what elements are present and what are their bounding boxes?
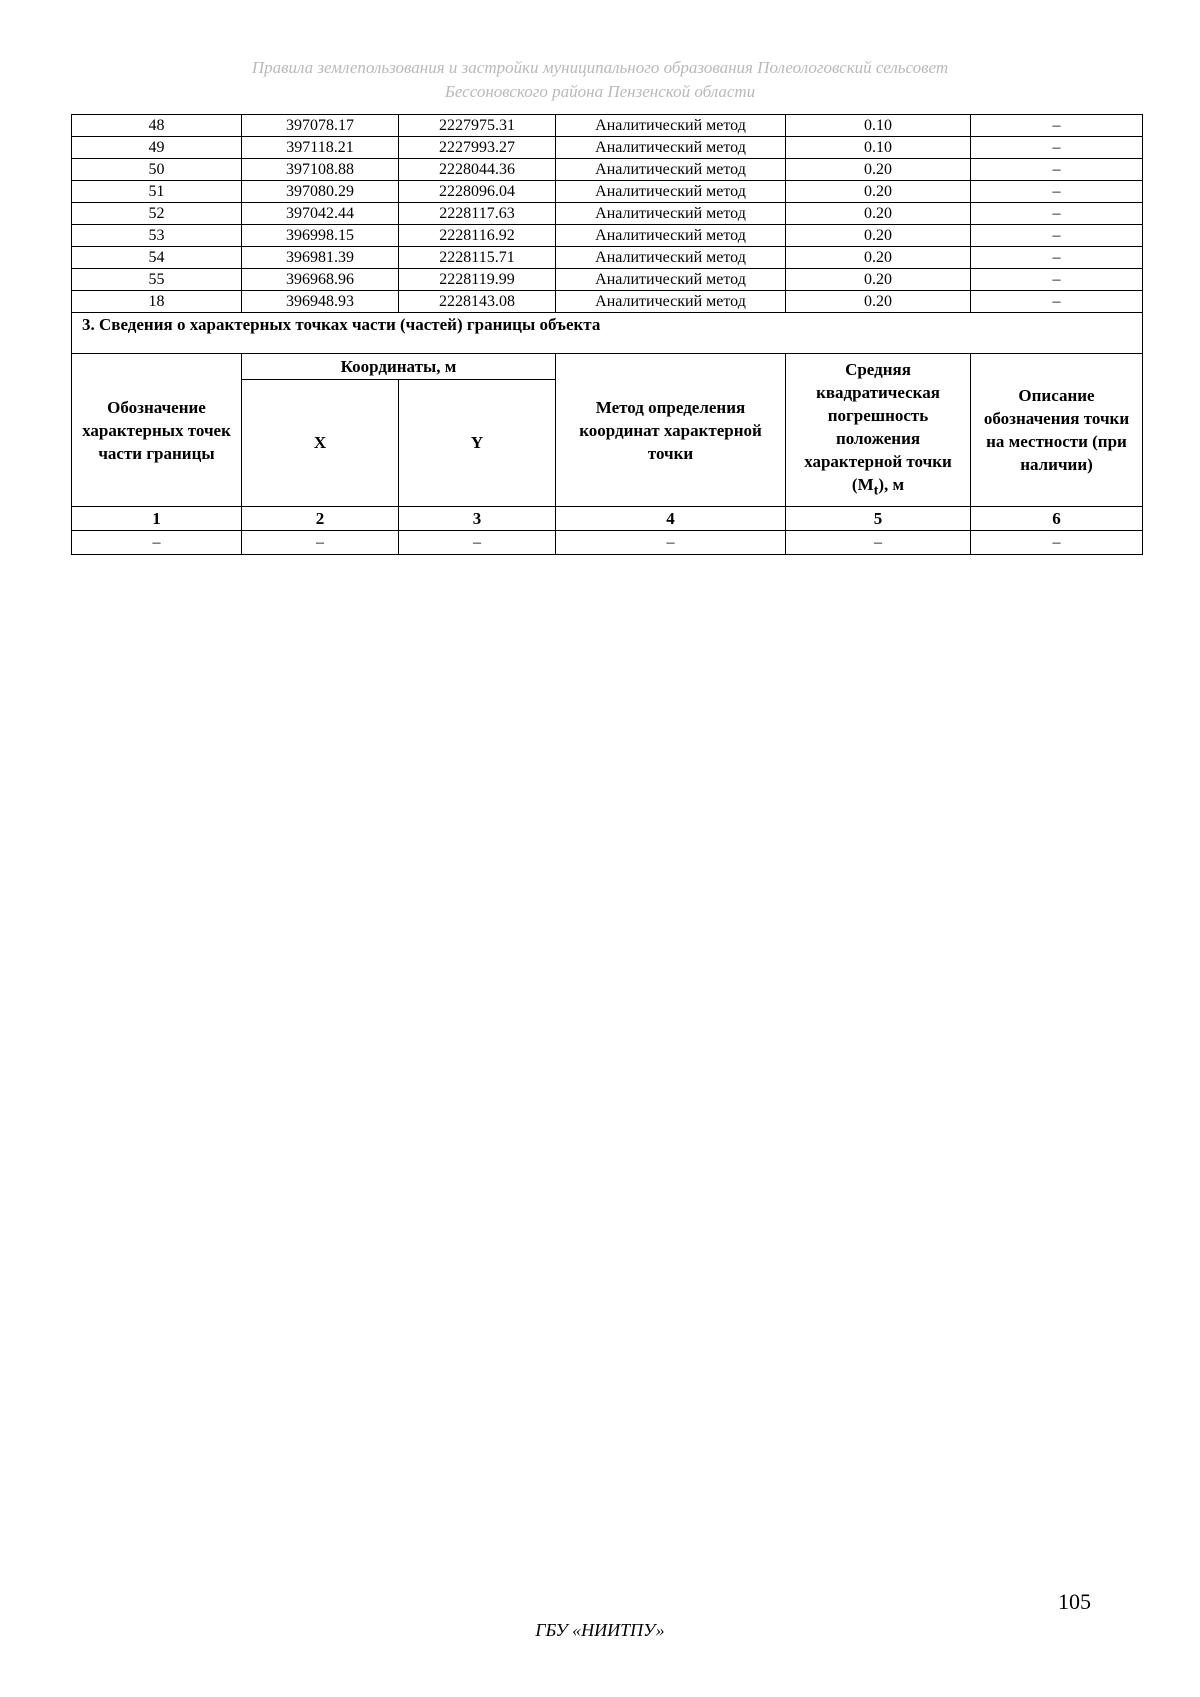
cell-mean-square-error: 0.10 bbox=[786, 137, 971, 159]
header-y: Y bbox=[399, 379, 556, 507]
cell-mean-square-error: 0.20 bbox=[786, 159, 971, 181]
column-number: 2 bbox=[242, 507, 399, 531]
column-number: 3 bbox=[399, 507, 556, 531]
cell-method: Аналитический метод bbox=[556, 181, 786, 203]
table-row bbox=[72, 115, 1143, 137]
cell-description: – bbox=[971, 181, 1143, 203]
table-row bbox=[72, 247, 1143, 269]
column-number: 1 bbox=[72, 507, 242, 531]
cell-mean-square-error: 0.20 bbox=[786, 181, 971, 203]
boundary-points-table bbox=[71, 114, 1143, 555]
cell-method: Аналитический метод bbox=[556, 269, 786, 291]
empty-cell: – bbox=[72, 531, 242, 555]
cell-description: – bbox=[971, 137, 1143, 159]
header-coordinates: Координаты, м bbox=[242, 354, 556, 380]
header-description: Описание обозначения точки на местности (при наличии) bbox=[971, 354, 1143, 507]
table-row bbox=[72, 159, 1143, 181]
cell-mean-square-error: 0.20 bbox=[786, 225, 971, 247]
table-row bbox=[72, 269, 1143, 291]
empty-cell: – bbox=[786, 531, 971, 555]
cell-y-coordinate: 2228044.36 bbox=[399, 159, 556, 181]
cell-y-coordinate: 2228143.08 bbox=[399, 291, 556, 313]
cell-x-coordinate: 397042.44 bbox=[242, 203, 399, 225]
cell-point-number: 49 bbox=[72, 137, 242, 159]
header-method: Метод определения координат характерной точки bbox=[556, 354, 786, 507]
cell-mean-square-error: 0.10 bbox=[786, 115, 971, 137]
document-footer: ГБУ «НИИТПУ» bbox=[535, 1620, 665, 1640]
table-row bbox=[72, 181, 1143, 203]
header-line-1: Правила землепользования и застройки муниципального образования Полеологовский сельсовет bbox=[251, 58, 949, 77]
cell-x-coordinate: 397108.88 bbox=[242, 159, 399, 181]
cell-x-coordinate: 397080.29 bbox=[242, 181, 399, 203]
cell-x-coordinate: 396948.93 bbox=[242, 291, 399, 313]
table-row bbox=[72, 225, 1143, 247]
cell-point-number: 50 bbox=[72, 159, 242, 181]
cell-description: – bbox=[971, 247, 1143, 269]
cell-point-number: 48 bbox=[72, 115, 242, 137]
cell-y-coordinate: 2228116.92 bbox=[399, 225, 556, 247]
cell-description: – bbox=[971, 159, 1143, 181]
empty-cell: – bbox=[242, 531, 399, 555]
cell-point-number: 54 bbox=[72, 247, 242, 269]
document-header bbox=[0, 56, 1200, 104]
header-x: X bbox=[242, 379, 399, 507]
cell-point-number: 51 bbox=[72, 181, 242, 203]
cell-point-number: 53 bbox=[72, 225, 242, 247]
cell-mean-square-error: 0.20 bbox=[786, 269, 971, 291]
cell-mean-square-error: 0.20 bbox=[786, 247, 971, 269]
header-error-tail: ), м bbox=[878, 475, 905, 494]
header-row-1 bbox=[72, 354, 1143, 380]
column-number: 4 bbox=[556, 507, 786, 531]
page-number: 105 bbox=[1058, 1589, 1091, 1614]
column-number: 5 bbox=[786, 507, 971, 531]
cell-x-coordinate: 397078.17 bbox=[242, 115, 399, 137]
table-row bbox=[72, 137, 1143, 159]
header-error-sub: t bbox=[873, 482, 879, 499]
cell-method: Аналитический метод bbox=[556, 203, 786, 225]
cell-description: – bbox=[971, 115, 1143, 137]
table-row bbox=[72, 291, 1143, 313]
cell-y-coordinate: 2227993.27 bbox=[399, 137, 556, 159]
cell-method: Аналитический метод bbox=[556, 291, 786, 313]
header-error-main: Средняя квадратическая погрешность положения характерной точки (M bbox=[804, 360, 952, 494]
cell-y-coordinate: 2227975.31 bbox=[399, 115, 556, 137]
column-numbers-row bbox=[72, 507, 1143, 531]
cell-y-coordinate: 2228119.99 bbox=[399, 269, 556, 291]
cell-x-coordinate: 396968.96 bbox=[242, 269, 399, 291]
cell-method: Аналитический метод bbox=[556, 159, 786, 181]
cell-method: Аналитический метод bbox=[556, 137, 786, 159]
cell-mean-square-error: 0.20 bbox=[786, 291, 971, 313]
header-mean-square-error bbox=[786, 354, 971, 507]
cell-point-number: 52 bbox=[72, 203, 242, 225]
cell-method: Аналитический метод bbox=[556, 115, 786, 137]
section-3-title: 3. Сведения о характерных точках части (частей) границы объекта bbox=[72, 313, 1143, 354]
section-3-row bbox=[72, 313, 1143, 354]
column-number: 6 bbox=[971, 507, 1143, 531]
cell-mean-square-error: 0.20 bbox=[786, 203, 971, 225]
cell-y-coordinate: 2228096.04 bbox=[399, 181, 556, 203]
cell-point-number: 55 bbox=[72, 269, 242, 291]
header-line-2: Бессоновского района Пензенской области bbox=[444, 82, 756, 101]
empty-cell: – bbox=[556, 531, 786, 555]
cell-description: – bbox=[971, 225, 1143, 247]
cell-description: – bbox=[971, 291, 1143, 313]
cell-description: – bbox=[971, 203, 1143, 225]
cell-x-coordinate: 397118.21 bbox=[242, 137, 399, 159]
table-row bbox=[72, 203, 1143, 225]
cell-y-coordinate: 2228117.63 bbox=[399, 203, 556, 225]
empty-data-row bbox=[72, 531, 1143, 555]
cell-method: Аналитический метод bbox=[556, 225, 786, 247]
cell-description: – bbox=[971, 269, 1143, 291]
cell-method: Аналитический метод bbox=[556, 247, 786, 269]
empty-cell: – bbox=[399, 531, 556, 555]
points-table-body bbox=[72, 115, 1143, 313]
header-point-designation: Обозначение характерных точек части границы bbox=[72, 354, 242, 507]
cell-x-coordinate: 396998.15 bbox=[242, 225, 399, 247]
cell-x-coordinate: 396981.39 bbox=[242, 247, 399, 269]
cell-point-number: 18 bbox=[72, 291, 242, 313]
empty-cell: – bbox=[971, 531, 1143, 555]
cell-y-coordinate: 2228115.71 bbox=[399, 247, 556, 269]
